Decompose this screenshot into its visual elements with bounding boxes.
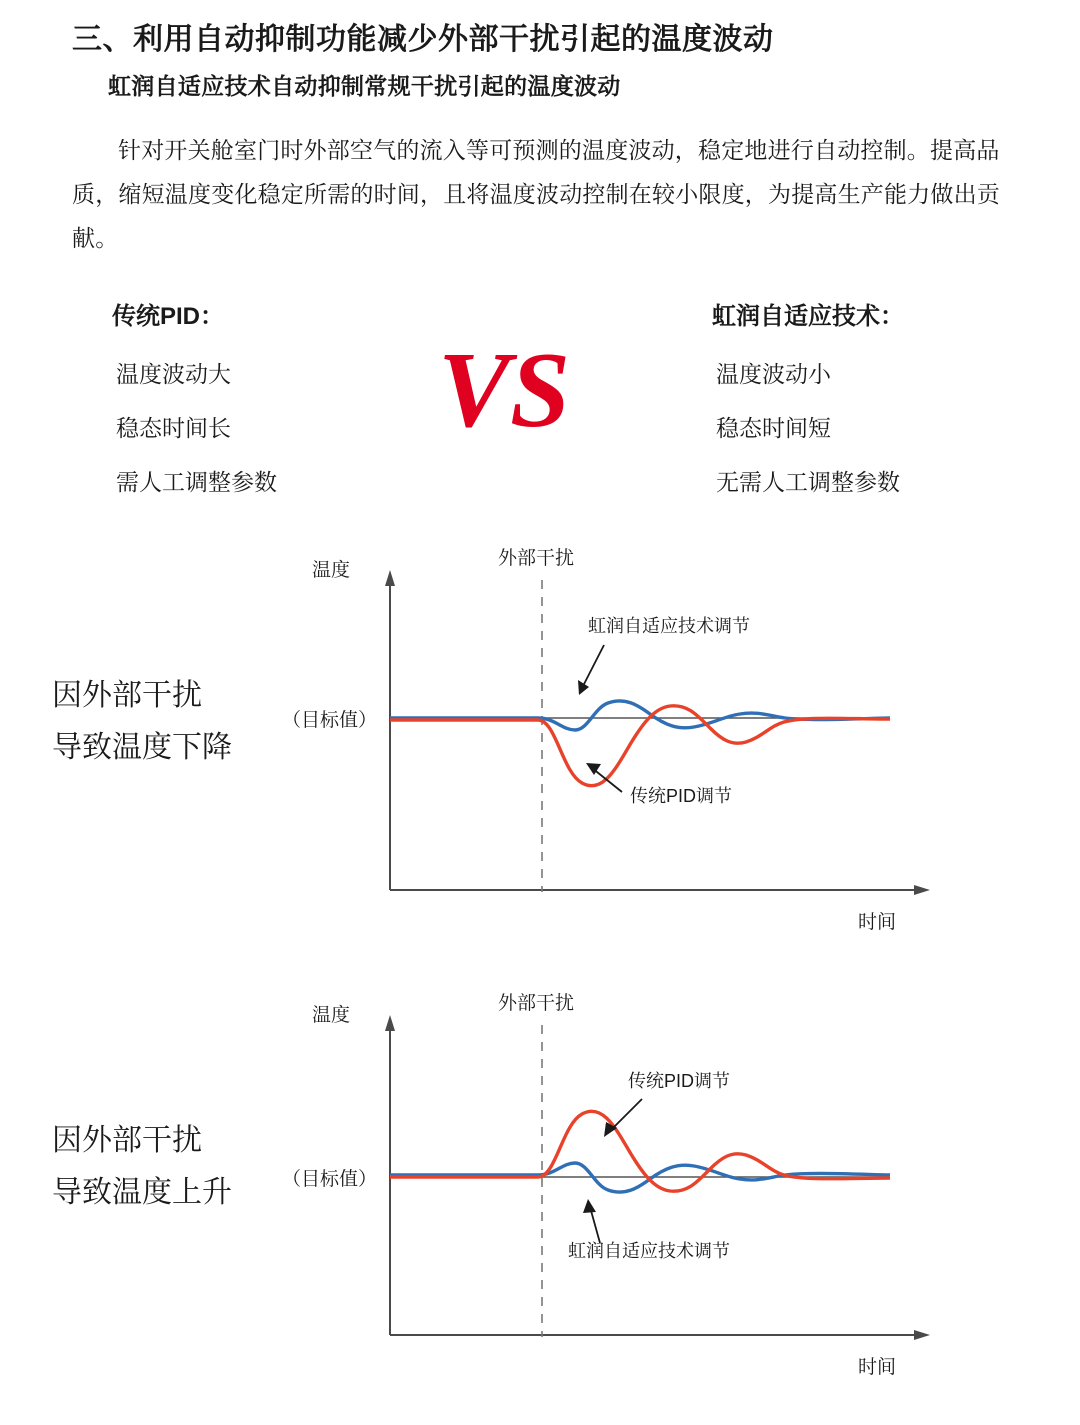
y-axis-arrow [385,570,395,586]
y-axis-arrow [385,1015,395,1031]
annotation-pid-label: 传统PID调节 [628,1071,731,1091]
chart-drop [0,540,1080,960]
chart-drop-figure [270,540,970,960]
annotation-pid-leader [592,768,622,792]
vs-label: VS [438,331,571,450]
comparison-left-item-3: 需人工调整参数 [116,469,277,495]
chart-rise-side-label [52,1115,232,1219]
annotation-pid-label: 传统PID调节 [630,786,733,806]
chart-drop-side-label-line2: 导致温度下降 [52,731,232,764]
y-axis-label: 温度 [312,560,351,581]
annotation-adaptive-label: 虹润自适应技术调节 [588,616,750,636]
annotation-adaptive-leader [590,1207,600,1243]
vs-icon [432,330,592,450]
y-axis-label: 温度 [312,1005,351,1026]
body-paragraph: 针对开关舱室门时外部空气的流入等可预测的温度波动，稳定地进行自动控制。提高品质，缩短温度变化稳定所需的时间，且将温度波动控制在较小限度，为提高生产能力做出贡献。 [72,137,1000,251]
annotation-adaptive-arrow [583,1199,596,1213]
comparison-right-item-2: 稳态时间短 [716,415,831,441]
baseline-label: （目标值） [282,710,378,731]
x-axis-arrow [914,1330,930,1340]
comparison-right-item-1: 温度波动小 [716,361,831,387]
chart-drop-side-label-line1: 因外部干扰 [52,679,202,712]
chart-rise-side-label-line2: 导致温度上升 [52,1176,232,1209]
comparison-left-item-2: 稳态时间长 [116,415,231,441]
chart-rise-figure [270,985,970,1405]
chart-rise [0,985,1080,1405]
chart-drop-side-label [52,670,232,774]
comparison-left-item-1: 温度波动大 [116,361,231,387]
comparison-left-title: 传统PID： [112,303,225,330]
chart-rise-side-label-line1: 因外部干扰 [52,1124,202,1157]
baseline-label: （目标值） [282,1169,378,1190]
comparison-right-title: 虹润自适应技术： [712,303,904,330]
annotation-pid-leader [610,1099,642,1131]
disturbance-label: 外部干扰 [498,548,575,569]
x-axis-label: 时间 [858,1357,897,1378]
x-axis-label: 时间 [858,912,897,933]
page-subtitle: 虹润自适应技术自动抑制常规干扰引起的温度波动 [108,73,621,99]
series-pid-line [390,1111,890,1191]
series-adaptive-line [390,701,890,730]
annotation-adaptive-label: 虹润自适应技术调节 [568,1241,730,1261]
x-axis-arrow [914,885,930,895]
annotation-adaptive-leader [582,645,604,688]
disturbance-label: 外部干扰 [498,993,575,1014]
comparison-right-item-3: 无需人工调整参数 [716,469,900,495]
annotation-adaptive-arrow [578,680,589,695]
page-title: 三、利用自动抑制功能减少外部干扰引起的温度波动 [72,23,774,56]
